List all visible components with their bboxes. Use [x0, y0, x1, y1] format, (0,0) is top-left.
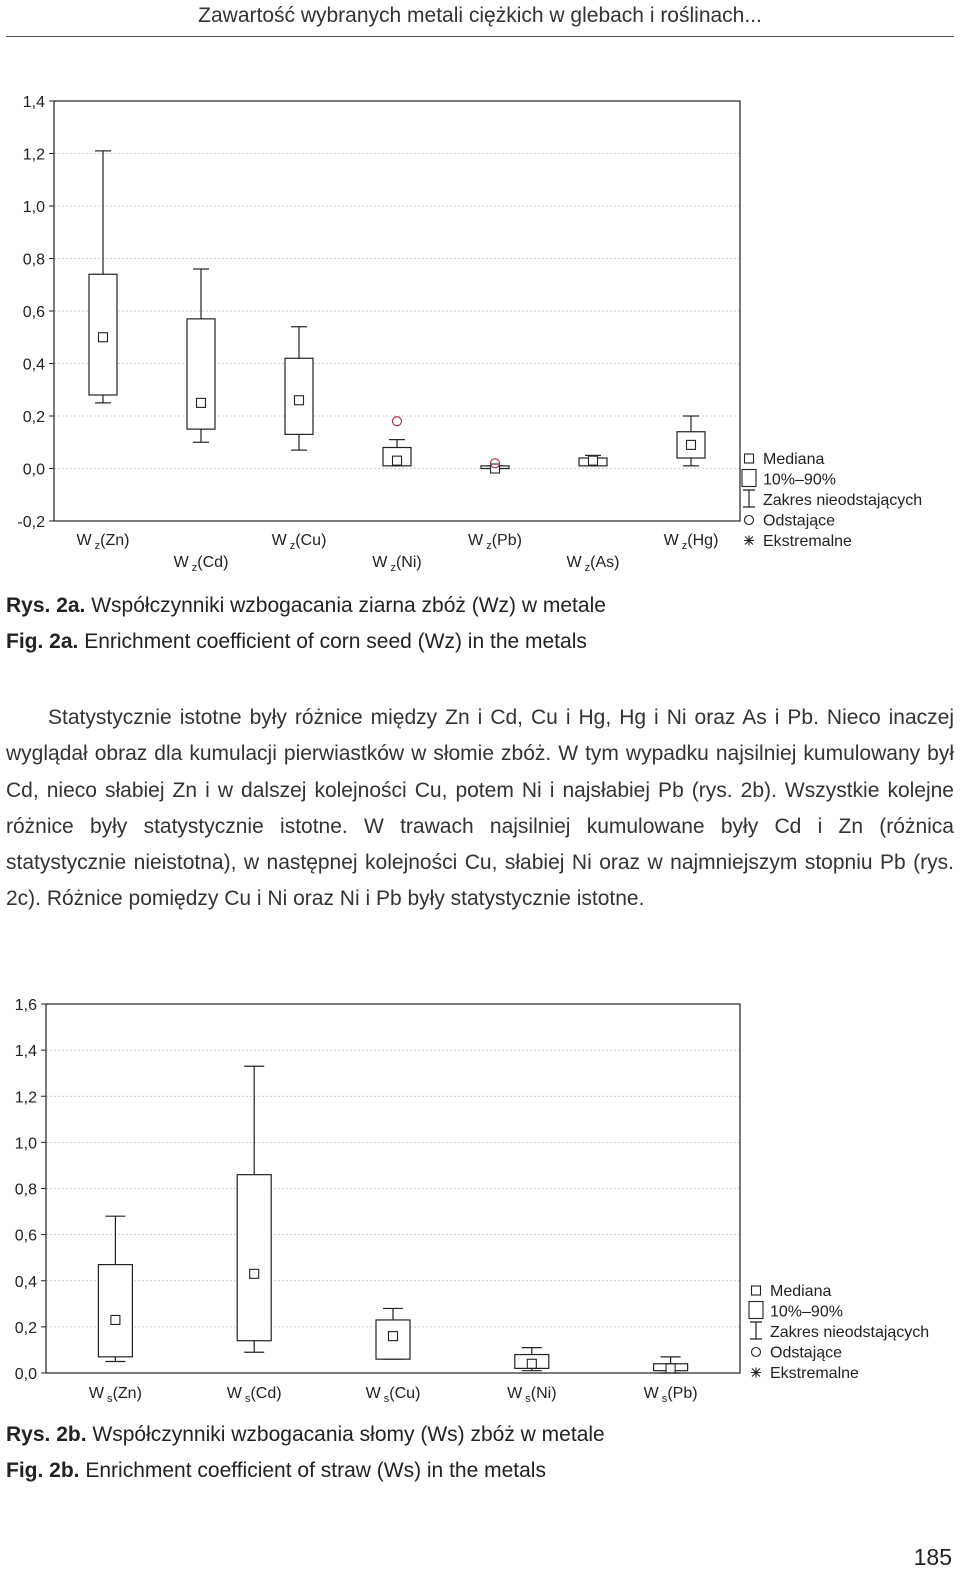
y-tick-label: 1,6	[14, 997, 37, 1014]
y-tick-label: -0,2	[17, 514, 45, 531]
median-marker	[111, 1315, 120, 1324]
caption-fig-2b-en	[6, 1459, 546, 1483]
y-tick-label: 0,4	[22, 356, 45, 374]
x-category-label: W $_z$(Cd)	[173, 554, 229, 574]
extreme-asterisk-icon	[751, 1368, 761, 1378]
caption-fig-2a-pl-label: Rys. 2a.	[6, 594, 86, 617]
legend	[742, 451, 922, 550]
running-header: Zawartość wybranych metali ciężkich w glebach i roślinach...	[198, 4, 762, 27]
x-category-label: W $_s$(Ni)	[507, 1385, 557, 1405]
median-marker	[491, 464, 500, 473]
page-number: 185	[913, 1544, 952, 1570]
legend-label: 10%–90%	[770, 1303, 843, 1321]
whisker-icon	[743, 490, 755, 507]
chart-fig-2b	[0, 985, 960, 1425]
median-square-icon	[745, 454, 754, 463]
box-cu	[376, 1308, 410, 1359]
y-tick-label: 0,8	[14, 1181, 37, 1199]
box-pb	[481, 459, 509, 473]
box-hg	[677, 416, 705, 466]
y-tick-label: 0,2	[22, 409, 45, 426]
y-tick-label: 0,2	[14, 1319, 37, 1337]
caption-fig-2b-pl-label: Rys. 2b.	[6, 1423, 87, 1446]
x-category-label: W $_z$(Pb)	[468, 532, 522, 552]
legend-label: Odstające	[770, 1344, 843, 1362]
median-marker	[197, 398, 206, 407]
caption-fig-2b-en-label: Fig. 2b.	[6, 1459, 80, 1482]
legend-label: Zakres nieodstających	[763, 492, 923, 509]
extreme-asterisk-icon	[744, 536, 754, 546]
legend-label: Mediana	[763, 451, 825, 468]
y-tick-label: 1,4	[14, 1043, 37, 1061]
box-10-90	[98, 1265, 132, 1357]
median-marker	[527, 1359, 536, 1368]
chart-fig-2a	[0, 0, 960, 590]
median-marker	[666, 1364, 675, 1373]
box-ni	[383, 417, 411, 466]
median-marker	[589, 456, 598, 465]
caption-fig-2a-en	[6, 630, 587, 654]
box-cd	[237, 1066, 271, 1352]
y-tick-label: 1,4	[22, 94, 45, 111]
x-category-label: W $_z$(Hg)	[663, 532, 719, 552]
x-category-label: W $_s$(Cd)	[226, 1385, 282, 1405]
box-10-90	[187, 319, 215, 429]
x-category-label: W $_z$(Ni)	[372, 554, 422, 574]
x-category-label: W $_s$(Pb)	[643, 1385, 698, 1405]
box-zn	[89, 151, 117, 403]
median-marker	[687, 440, 696, 449]
legend-label: 10%–90%	[763, 471, 836, 489]
legend	[749, 1283, 929, 1382]
median-marker	[393, 456, 402, 465]
box-as	[579, 455, 607, 466]
median-marker	[250, 1269, 259, 1278]
caption-fig-2b-pl-text: Współczynniki wzbogacania słomy (Ws) zbóż w metale	[92, 1423, 605, 1446]
y-tick-label: 1,2	[22, 146, 45, 164]
box-ni	[515, 1348, 549, 1371]
box-cu	[285, 327, 313, 450]
median-marker	[295, 396, 304, 405]
y-tick-label: 0,8	[22, 251, 45, 269]
y-tick-label: 0,4	[14, 1273, 37, 1291]
outlier-circle-icon	[752, 1348, 761, 1357]
caption-fig-2a-en-text: Enrichment coefficient of corn seed (Wz) in the metals	[84, 630, 587, 653]
whisker-icon	[750, 1322, 762, 1339]
y-tick-label: 1,0	[22, 199, 45, 216]
box-cd	[187, 269, 215, 442]
box-10-90	[237, 1175, 271, 1341]
x-category-label: W $_z$(Cu)	[271, 532, 327, 552]
legend-label: Ekstremalne	[763, 533, 852, 550]
box-zn	[98, 1216, 132, 1361]
median-marker	[389, 1332, 398, 1341]
outlier-circle-icon	[745, 516, 754, 525]
caption-fig-2a-pl-text: Współczynniki wzbogacania ziarna zbóż (Wz) w metale	[91, 594, 606, 617]
median-marker	[99, 333, 108, 342]
y-tick-label: 0,6	[22, 304, 45, 321]
body-paragraph-text: Statystycznie istotne były różnice między Zn i Cd, Cu i Hg, Hg i Ni oraz As i Pb. Nieco inaczej wyglądał obraz dla kumulacji pierwiastków w słomie zbóż. W tym wypadku najsilniej kumulowany był Cd, nieco słabiej Zn i w dalszej kolejności Cu, potem Ni i najsłabiej Pb (rys. 2b). Wszystkie kolejne różnice były statystycznie istotne. W trawach najsilniej kumulowane były Cd i Zn (różnica statystycznie nieistotna), w następnej kolejności Cu, słabiej Ni oraz w najmniejszym stopniu Pb (rys. 2c). Różnice pomiędzy Cu i Ni oraz Ni i Pb były statystycznie istotne.	[6, 706, 954, 911]
x-category-label: W $_s$(Cu)	[365, 1385, 421, 1405]
box-pb	[654, 1357, 688, 1373]
x-category-label: W $_z$(Zn)	[76, 532, 130, 552]
legend-label: Ekstremalne	[770, 1365, 859, 1382]
y-tick-label: 1,0	[14, 1135, 37, 1153]
caption-fig-2b-en-text: Enrichment coefficient of straw (Ws) in the metals	[85, 1459, 546, 1482]
x-category-label: W $_z$(As)	[566, 554, 620, 574]
box-range-icon	[749, 1302, 763, 1319]
median-square-icon	[752, 1286, 761, 1295]
y-tick-label: 1,2	[14, 1089, 37, 1107]
legend-label: Odstające	[763, 512, 836, 530]
x-category-label: W $_s$(Zn)	[88, 1385, 142, 1405]
outlier-marker	[393, 417, 402, 426]
body-paragraph	[6, 700, 954, 918]
legend-label: Mediana	[770, 1283, 832, 1300]
box-range-icon	[742, 470, 756, 487]
caption-fig-2a-en-label: Fig. 2a.	[6, 630, 79, 653]
legend-label: Zakres nieodstających	[770, 1324, 930, 1341]
y-tick-label: 0,6	[14, 1227, 37, 1245]
caption-fig-2a-pl	[6, 594, 606, 618]
caption-fig-2b-pl	[6, 1423, 605, 1447]
y-tick-label: 0,0	[22, 461, 45, 479]
y-tick-label: 0,0	[14, 1366, 37, 1383]
